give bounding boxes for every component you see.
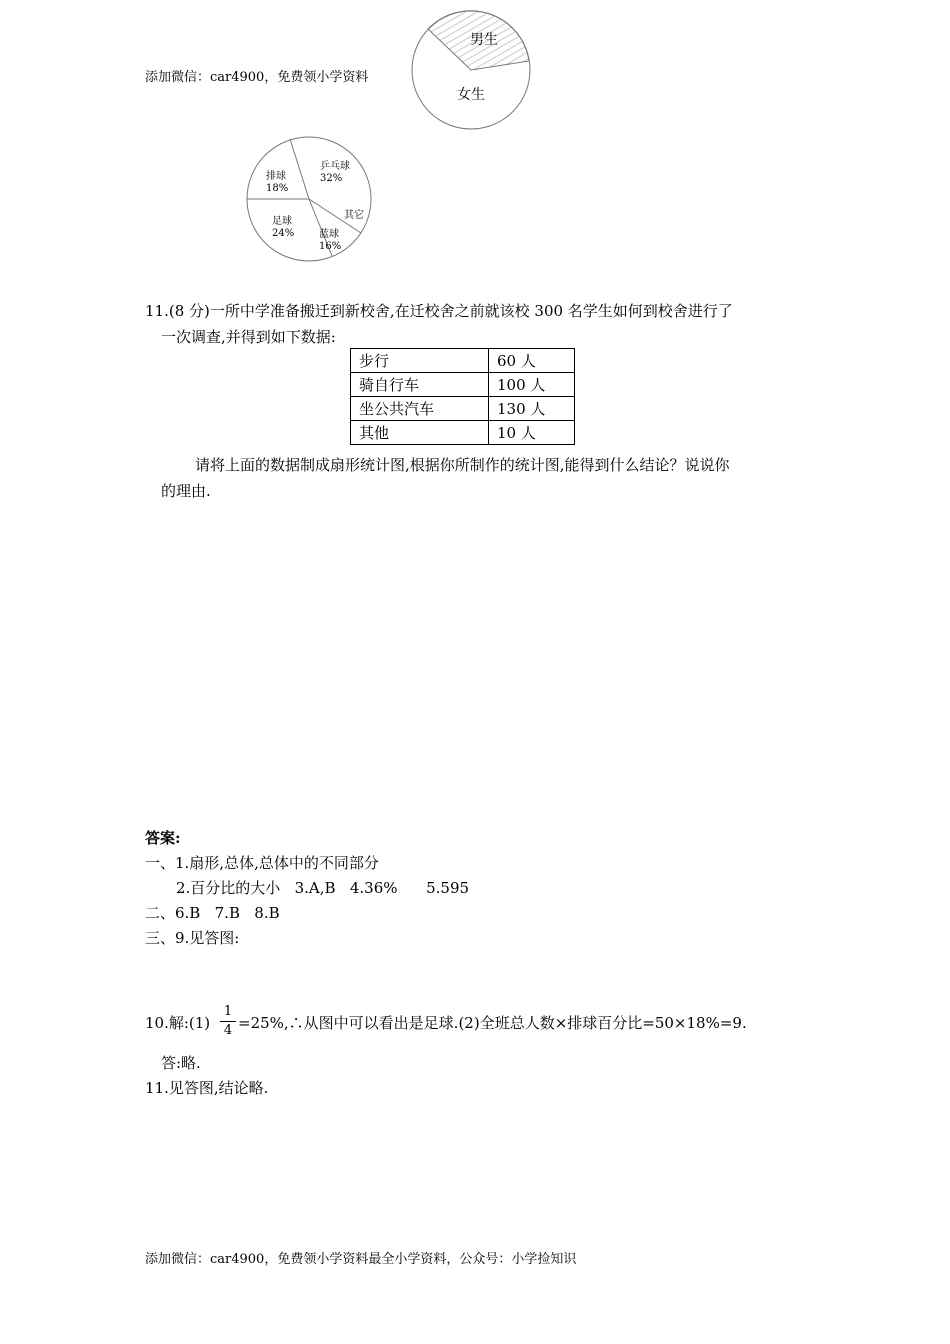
slice-name: 蓝球 [319, 229, 339, 240]
q11-instruction-line1: 请将上面的数据制成扇形统计图,根据你所制作的统计图,能得到什么结论？说说你 [195, 456, 730, 474]
slice-pct: 16% [319, 241, 342, 252]
table-row [351, 397, 575, 421]
watermark-top: 添加微信：car4900，免费领小学资料 [145, 70, 369, 85]
slice-name: 乒乓球 [320, 161, 350, 172]
slice-pct: 24% [272, 228, 295, 239]
slice-pct: 32% [320, 173, 343, 184]
fraction-one-quarter [220, 1004, 236, 1039]
fraction-bar [220, 1021, 236, 1022]
table-row [351, 373, 575, 397]
gender-pie-male-label: 男生 [470, 32, 498, 48]
table-row [351, 421, 575, 445]
table-cell: 骑自行车 [351, 373, 489, 397]
slice-name: 排球 [266, 171, 286, 182]
table-row [351, 349, 575, 373]
watermark-bottom: 添加微信：car4900，免费领小学资料最全小学资料，公众号：小学捡知识 [145, 1252, 577, 1267]
slice-pct: 18% [266, 183, 289, 194]
slice-name: 其它 [344, 210, 364, 221]
answer-line-4: 三、9.见答图: [145, 929, 240, 947]
commute-table [350, 348, 575, 445]
table-cell: 10 人 [489, 421, 575, 445]
table-cell: 坐公共汽车 [351, 397, 489, 421]
answer-line-1: 一、1.扇形,总体,总体中的不同部分 [145, 854, 379, 872]
q11-line1: 11.(8 分)一所中学准备搬迁到新校舍,在迁校舍之前就该校 300 名学生如何到校舍进行了 [145, 302, 733, 320]
table-cell: 步行 [351, 349, 489, 373]
sports-pie-divider [290, 139, 309, 199]
sports-slice-other [344, 210, 364, 222]
answer-11: 11.见答图,结论略. [145, 1079, 269, 1097]
sports-pie-chart [242, 135, 382, 265]
answer-10-prefix: 10.解:(1) [145, 1014, 211, 1032]
table-cell: 60 人 [489, 349, 575, 373]
fraction-denominator: 4 [223, 1023, 233, 1038]
gender-pie-chart [408, 7, 538, 137]
sports-slice-volleyball [266, 171, 288, 195]
sports-slice-basketball [319, 229, 341, 253]
answer-line-2: 2.百分比的大小 3.A,B 4.36% 5.595 [176, 879, 470, 897]
q11-line2: 一次调查,并得到如下数据: [161, 328, 336, 346]
answer-10-rest: =25%,∴从图中可以看出是足球.(2)全班总人数×排球百分比=50×18%=9. [238, 1014, 747, 1032]
sports-slice-football [272, 216, 294, 240]
gender-pie-female-label: 女生 [457, 87, 485, 103]
answer-10-line2: 答:略. [161, 1054, 201, 1072]
table-cell: 100 人 [489, 373, 575, 397]
table-cell: 其他 [351, 421, 489, 445]
q11-instruction-line2: 的理由. [161, 482, 211, 500]
table-cell: 130 人 [489, 397, 575, 421]
answer-line-3: 二、6.B 7.B 8.B [145, 904, 280, 922]
sports-slice-pingpong [320, 161, 350, 185]
fraction-numerator: 1 [223, 1004, 233, 1019]
slice-name: 足球 [272, 216, 292, 227]
answers-title: 答案: [145, 829, 181, 847]
